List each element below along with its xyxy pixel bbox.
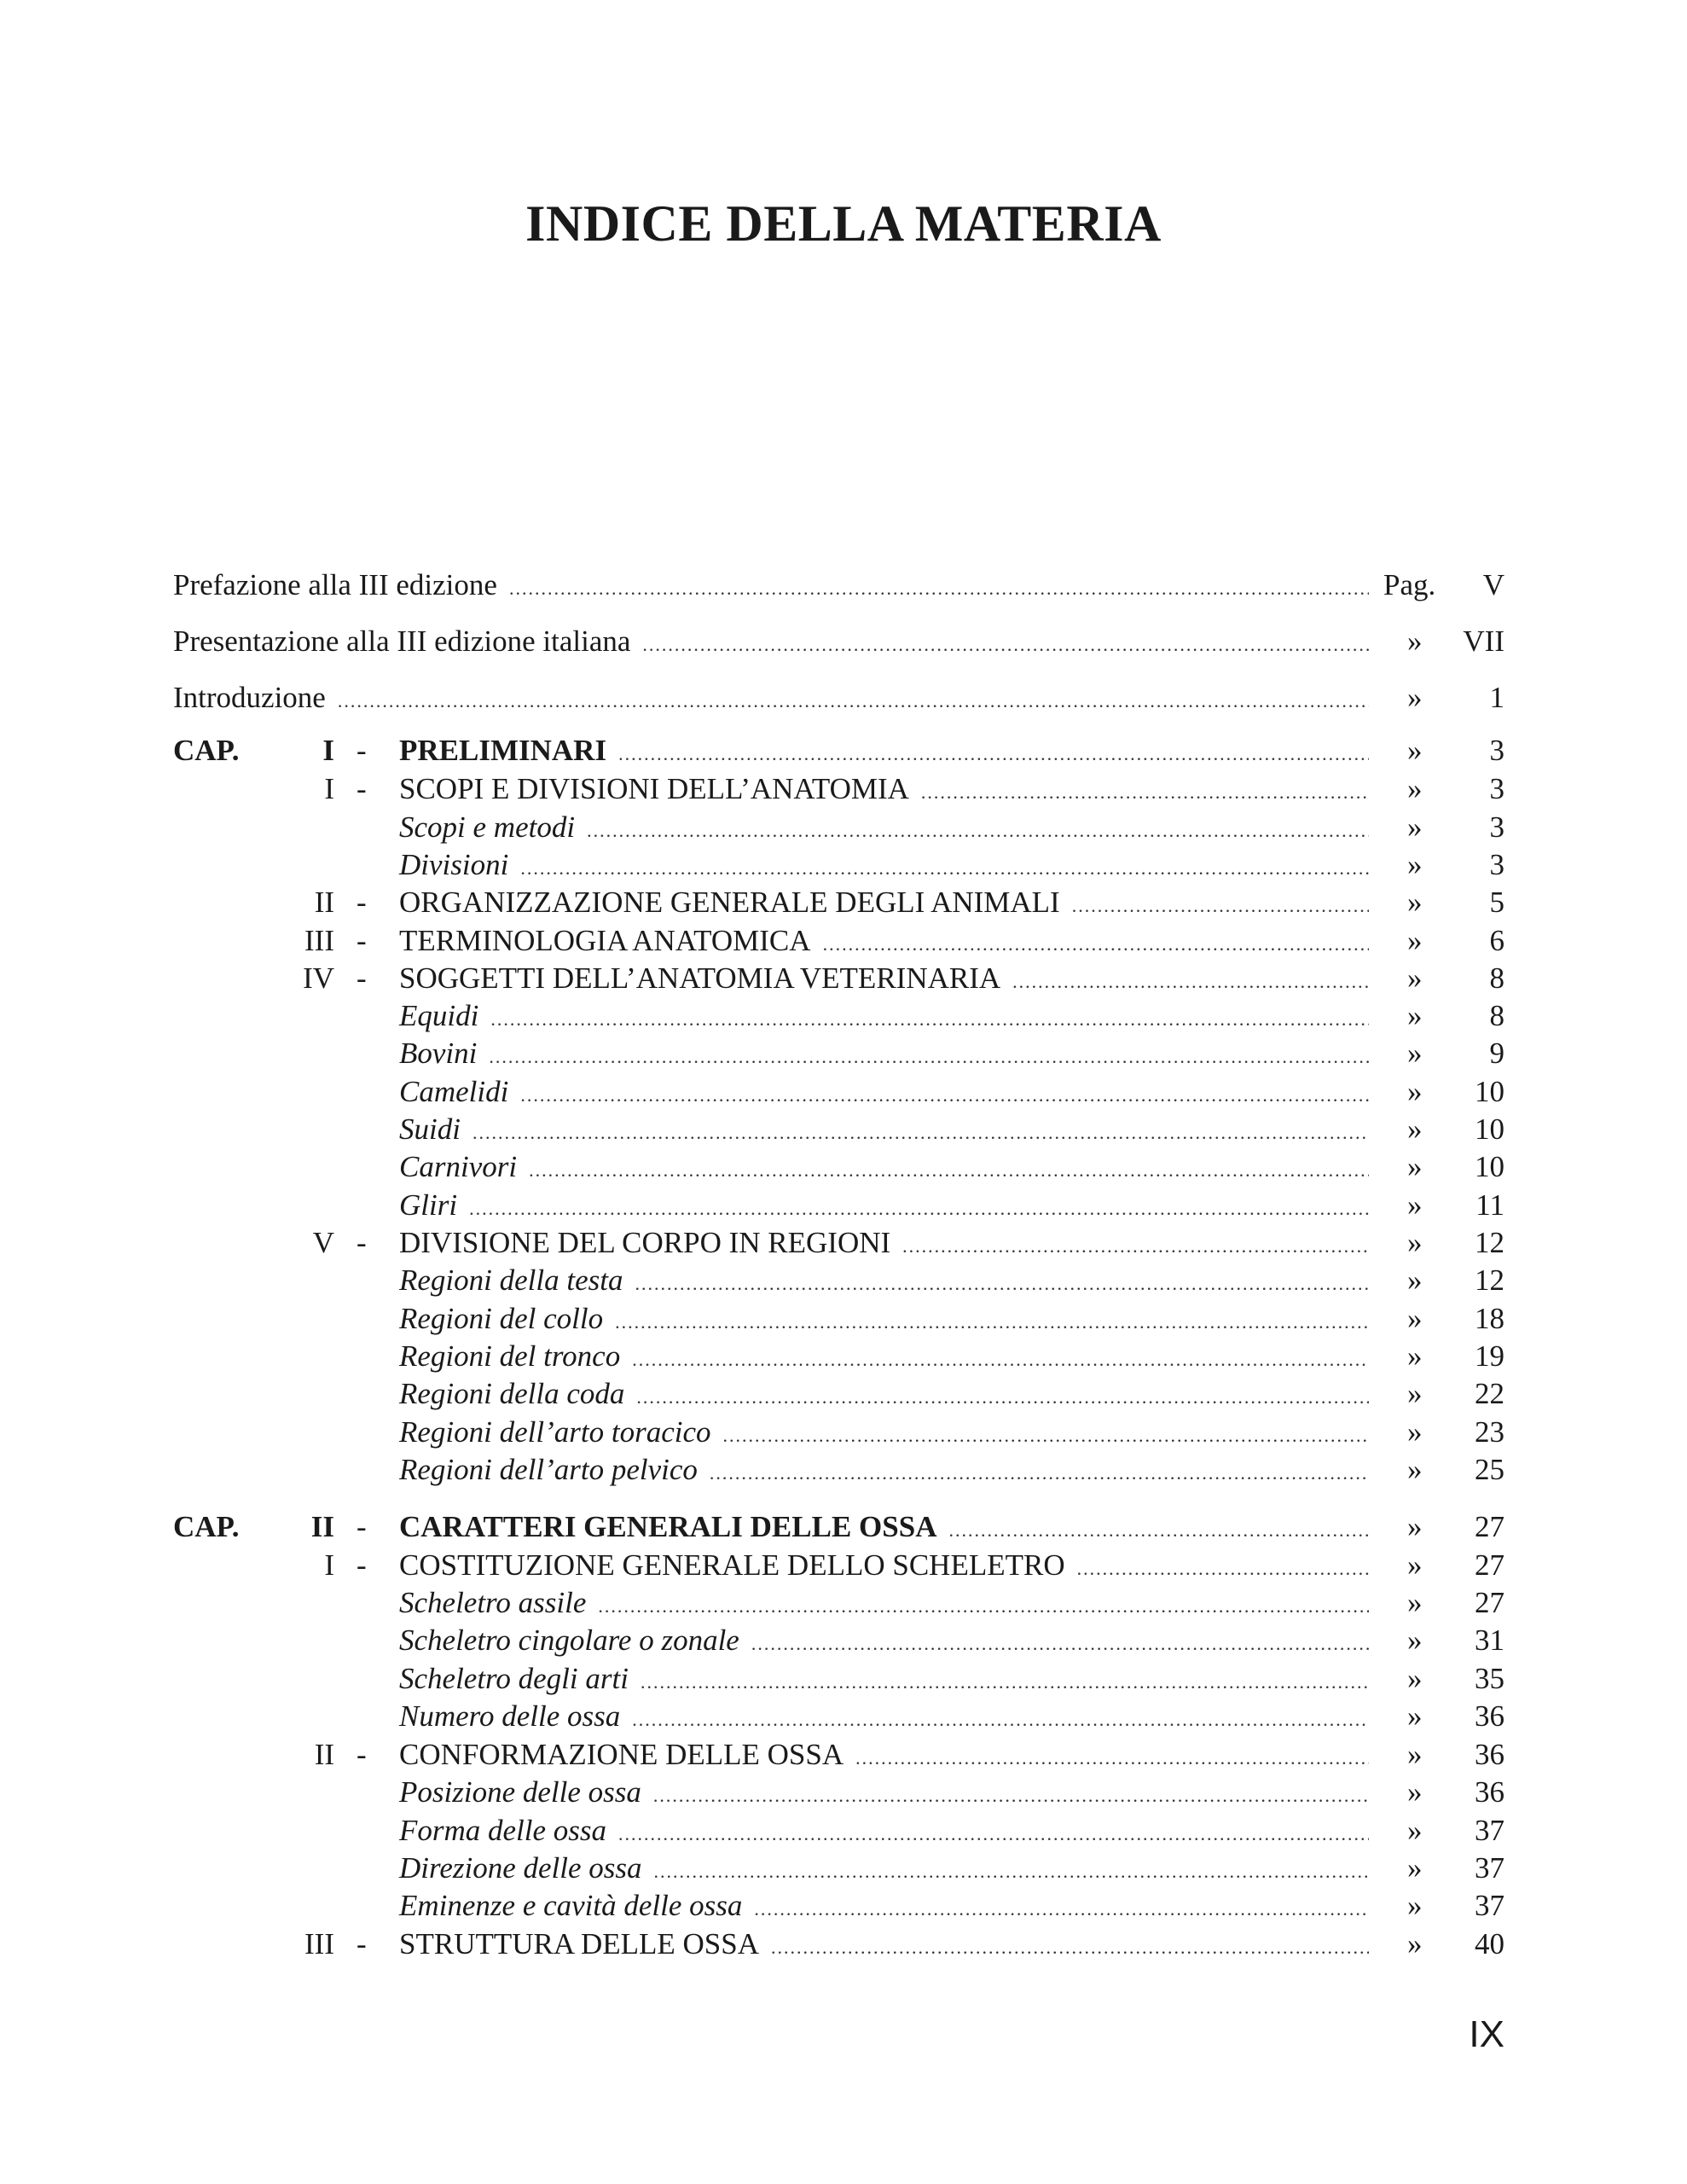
dot-leader xyxy=(489,1038,1369,1076)
page-reference-marker: » xyxy=(1407,681,1423,714)
entry-title: PRELIMINARI xyxy=(399,734,607,767)
page-reference-marker: » xyxy=(1407,886,1423,919)
toc-entry xyxy=(399,1414,1369,1455)
toc-entry xyxy=(399,1584,1369,1625)
page-value: 27 xyxy=(1475,1548,1504,1582)
toc-row xyxy=(0,884,1687,921)
dot-leader xyxy=(469,1190,1369,1228)
toc-entry xyxy=(399,1774,1369,1815)
page-reference-marker: » xyxy=(1407,1775,1423,1809)
toc-row xyxy=(0,1812,1687,1850)
toc-entry xyxy=(399,1148,1369,1189)
entry-title: CONFORMAZIONE DELLE OSSA xyxy=(399,1738,844,1771)
page-reference-marker: » xyxy=(1407,1738,1423,1771)
page-reference-marker: » xyxy=(1407,1889,1423,1922)
page-value: 27 xyxy=(1475,1510,1504,1543)
section-dash: - xyxy=(357,886,367,919)
dot-leader xyxy=(1012,963,1369,1001)
dot-leader xyxy=(635,1265,1369,1303)
section-number: III xyxy=(304,924,334,957)
toc-entry xyxy=(399,1187,1369,1228)
section-number: III xyxy=(304,1927,334,1960)
page-value: 3 xyxy=(1489,734,1504,767)
entry-title: Carnivori xyxy=(399,1150,518,1183)
page-reference-marker: » xyxy=(1407,1927,1423,1960)
toc-row xyxy=(0,1850,1687,1887)
page-reference-marker: » xyxy=(1407,924,1423,957)
dot-leader xyxy=(598,1588,1369,1625)
entry-title: Suidi xyxy=(399,1112,461,1146)
toc-row xyxy=(0,679,1687,717)
page-value: 5 xyxy=(1489,886,1504,919)
toc-entry xyxy=(399,1736,1369,1777)
toc-row xyxy=(0,1300,1687,1338)
toc-entry xyxy=(399,884,1369,925)
toc-row xyxy=(0,1414,1687,1451)
toc-entry xyxy=(399,1073,1369,1114)
page-value: VII xyxy=(1463,624,1504,658)
page-reference-marker: » xyxy=(1407,1339,1423,1373)
toc-row xyxy=(0,1338,1687,1375)
toc-row xyxy=(0,770,1687,808)
toc-entry xyxy=(399,1262,1369,1303)
page-reference-marker: » xyxy=(1407,999,1423,1032)
section-number: I xyxy=(324,772,334,805)
toc-row xyxy=(0,1451,1687,1489)
page-reference-marker: » xyxy=(1407,1699,1423,1733)
entry-title: STRUTTURA DELLE OSSA xyxy=(399,1927,759,1960)
entry-title: Scopi e metodi xyxy=(399,810,576,844)
dot-leader xyxy=(722,1417,1369,1455)
page-value: V xyxy=(1482,568,1504,601)
entry-title: Scheletro degli arti xyxy=(399,1662,629,1695)
page-reference-marker: » xyxy=(1407,734,1423,767)
toc-entry xyxy=(399,809,1369,850)
page-value: 37 xyxy=(1475,1889,1504,1922)
toc-row xyxy=(0,1547,1687,1584)
page-reference-marker: » xyxy=(1407,1510,1423,1543)
page-value: 36 xyxy=(1475,1738,1504,1771)
section-dash: - xyxy=(357,924,367,957)
toc-row xyxy=(0,922,1687,960)
toc-entry xyxy=(399,1508,1369,1549)
entry-title: Gliri xyxy=(399,1188,458,1222)
toc-entry xyxy=(399,1926,1369,1966)
page-title: INDICE DELLA MATERIA xyxy=(525,195,1162,252)
entry-title: Prefazione alla III edizione xyxy=(173,568,497,601)
section-number: II xyxy=(314,1738,334,1771)
entry-title: Direzione delle ossa xyxy=(399,1851,642,1885)
dot-leader xyxy=(618,735,1369,773)
section-number: I xyxy=(324,1548,334,1582)
page-value: 25 xyxy=(1475,1453,1504,1486)
dot-leader xyxy=(1077,1550,1369,1588)
toc-entry xyxy=(173,566,1369,607)
section-number: IV xyxy=(303,961,334,995)
page-value: 22 xyxy=(1475,1377,1504,1410)
entry-title: COSTITUZIONE GENERALE DELLO SCHELETRO xyxy=(399,1548,1065,1582)
page-value: 1 xyxy=(1489,681,1504,714)
entry-title: DIVISIONE DEL CORPO IN REGIONI xyxy=(399,1226,891,1259)
section-dash: - xyxy=(357,1548,367,1582)
entry-title: Equidi xyxy=(399,999,479,1032)
dot-leader xyxy=(509,570,1369,607)
toc-entry xyxy=(173,679,1369,720)
toc-entry xyxy=(399,1111,1369,1152)
section-number: II xyxy=(314,886,334,919)
toc-row xyxy=(0,1926,1687,1963)
page-reference-marker: » xyxy=(1407,1263,1423,1297)
entry-title: Regioni della coda xyxy=(399,1377,625,1410)
toc-row xyxy=(0,1698,1687,1735)
page-reference-marker: » xyxy=(1407,1814,1423,1847)
toc-row xyxy=(0,960,1687,997)
page-reference-marker: » xyxy=(1407,1548,1423,1582)
page-reference-marker: » xyxy=(1407,624,1423,658)
page-reference-marker: » xyxy=(1407,810,1423,844)
dot-leader xyxy=(632,1341,1369,1379)
toc-entry xyxy=(399,1887,1369,1928)
page-reference-marker: » xyxy=(1407,1415,1423,1449)
page-value: 8 xyxy=(1489,999,1504,1032)
dot-leader xyxy=(641,1664,1369,1701)
toc-row xyxy=(0,732,1687,770)
page-value: 6 xyxy=(1489,924,1504,957)
toc-entry xyxy=(399,1547,1369,1588)
dot-leader xyxy=(529,1152,1369,1189)
dot-leader xyxy=(520,1077,1369,1114)
entry-title: TERMINOLOGIA ANATOMICA xyxy=(399,924,811,957)
section-dash: - xyxy=(357,1927,367,1960)
page-value: 31 xyxy=(1475,1623,1504,1657)
entry-title: Divisioni xyxy=(399,848,509,881)
page-value: 37 xyxy=(1475,1851,1504,1885)
toc-entry xyxy=(399,960,1369,1001)
toc-row xyxy=(0,846,1687,884)
toc-entry xyxy=(399,1451,1369,1492)
dot-leader xyxy=(653,1777,1369,1815)
entry-title: Eminenze e cavità delle ossa xyxy=(399,1889,743,1922)
page-value: 40 xyxy=(1475,1927,1504,1960)
dot-leader xyxy=(615,1304,1369,1341)
toc-entry xyxy=(399,846,1369,887)
entry-title: SCOPI E DIVISIONI DELL’ANATOMIA xyxy=(399,772,909,805)
page-reference-marker: » xyxy=(1407,1150,1423,1183)
dot-leader xyxy=(618,1815,1369,1853)
toc-row xyxy=(0,1774,1687,1811)
dot-leader xyxy=(654,1853,1370,1891)
dot-leader xyxy=(338,682,1369,720)
toc-row xyxy=(0,1660,1687,1698)
page-value: 37 xyxy=(1475,1814,1504,1847)
toc-row xyxy=(0,1224,1687,1262)
page-value: 8 xyxy=(1489,961,1504,995)
page-value: 19 xyxy=(1475,1339,1504,1373)
page-reference-marker: » xyxy=(1407,1302,1423,1335)
toc-row xyxy=(0,809,1687,846)
dot-leader xyxy=(902,1228,1369,1265)
dot-leader xyxy=(490,1001,1369,1038)
entry-title: CARATTERI GENERALI DELLE OSSA xyxy=(399,1510,937,1543)
page-value: 18 xyxy=(1475,1302,1504,1335)
section-number: I xyxy=(322,734,334,767)
entry-title: Regioni dell’arto pelvico xyxy=(399,1453,698,1486)
page-value: 10 xyxy=(1475,1150,1504,1183)
entry-title: Posizione delle ossa xyxy=(399,1775,641,1809)
dot-leader xyxy=(1072,887,1369,925)
section-dash: - xyxy=(357,1226,367,1259)
toc-entry xyxy=(399,1300,1369,1341)
entry-title: Camelidi xyxy=(399,1075,509,1108)
dot-leader xyxy=(642,626,1369,664)
chapter-label: CAP. xyxy=(173,1510,240,1543)
page-reference-marker: » xyxy=(1407,1623,1423,1657)
section-dash: - xyxy=(357,734,367,767)
page-value: 36 xyxy=(1475,1775,1504,1809)
entry-title: Regioni del collo xyxy=(399,1302,604,1335)
entry-title: Regioni dell’arto toracico xyxy=(399,1415,711,1449)
dot-leader xyxy=(771,1929,1369,1966)
page-value: 3 xyxy=(1489,772,1504,805)
toc-entry xyxy=(399,922,1369,963)
page-value: 35 xyxy=(1475,1662,1504,1695)
page-reference-marker: » xyxy=(1407,1226,1423,1259)
entry-title: Bovini xyxy=(399,1037,478,1070)
page-value: 12 xyxy=(1475,1226,1504,1259)
dot-leader xyxy=(472,1114,1369,1152)
toc-row xyxy=(0,1187,1687,1224)
dot-leader xyxy=(948,1512,1369,1549)
page-value: 11 xyxy=(1475,1188,1504,1222)
toc-row xyxy=(0,1262,1687,1299)
dot-leader xyxy=(754,1891,1369,1928)
toc-row xyxy=(0,1887,1687,1925)
page-value: 9 xyxy=(1489,1037,1504,1070)
entry-title: Numero delle ossa xyxy=(399,1699,621,1733)
entry-title: Presentazione alla III edizione italiana xyxy=(173,624,631,658)
page-reference-marker: » xyxy=(1407,1662,1423,1695)
toc-row xyxy=(0,623,1687,660)
chapter-label: CAP. xyxy=(173,734,240,767)
toc-entry xyxy=(399,1698,1369,1739)
page-value: 10 xyxy=(1475,1075,1504,1108)
page-reference-marker: » xyxy=(1407,1453,1423,1486)
entry-title: Scheletro assile xyxy=(399,1586,587,1619)
toc-row xyxy=(0,1584,1687,1622)
dot-leader xyxy=(751,1625,1369,1663)
page-reference-marker: » xyxy=(1407,1112,1423,1146)
entry-title: Forma delle ossa xyxy=(399,1814,607,1847)
dot-leader xyxy=(520,850,1369,887)
page-reference-marker: Pag. xyxy=(1383,568,1436,601)
section-dash: - xyxy=(357,1738,367,1771)
section-number: V xyxy=(312,1226,334,1259)
page-value: 27 xyxy=(1475,1586,1504,1619)
toc-entry xyxy=(399,770,1369,811)
toc-row xyxy=(0,1622,1687,1659)
toc-entry xyxy=(399,732,1369,773)
page-reference-marker: » xyxy=(1407,1188,1423,1222)
page-value: 3 xyxy=(1489,848,1504,881)
toc-row xyxy=(0,1148,1687,1186)
page-reference-marker: » xyxy=(1407,1037,1423,1070)
page-reference-marker: » xyxy=(1407,772,1423,805)
toc-row xyxy=(0,1111,1687,1148)
dot-leader xyxy=(636,1379,1369,1416)
dot-leader xyxy=(855,1740,1369,1777)
page-reference-marker: » xyxy=(1407,1851,1423,1885)
entry-title: Scheletro cingolare o zonale xyxy=(399,1623,739,1657)
toc-row xyxy=(0,997,1687,1035)
toc-entry xyxy=(173,623,1369,664)
page-number: IX xyxy=(1469,2013,1504,2055)
dot-leader xyxy=(587,812,1369,850)
toc-entry xyxy=(399,1224,1369,1265)
dot-leader xyxy=(823,926,1369,963)
toc-entry xyxy=(399,1338,1369,1379)
dot-leader xyxy=(710,1455,1369,1492)
dot-leader xyxy=(921,774,1369,811)
toc-entry xyxy=(399,1660,1369,1701)
toc-row xyxy=(0,1736,1687,1774)
entry-title: ORGANIZZAZIONE GENERALE DEGLI ANIMALI xyxy=(399,886,1060,919)
toc-entry xyxy=(399,1812,1369,1853)
page-reference-marker: » xyxy=(1407,1075,1423,1108)
toc-entry xyxy=(399,1622,1369,1663)
toc-row xyxy=(0,1035,1687,1072)
section-dash: - xyxy=(357,1510,367,1543)
section-dash: - xyxy=(357,772,367,805)
section-number: II xyxy=(310,1510,334,1543)
page-value: 23 xyxy=(1475,1415,1504,1449)
toc-entry xyxy=(399,1850,1369,1891)
toc-entry xyxy=(399,1375,1369,1416)
page-value: 12 xyxy=(1475,1263,1504,1297)
entry-title: SOGGETTI DELL’ANATOMIA VETERINARIA xyxy=(399,961,1001,995)
toc-row xyxy=(0,1375,1687,1413)
toc-entry xyxy=(399,1035,1369,1076)
dot-leader xyxy=(632,1701,1369,1739)
toc-row xyxy=(0,1508,1687,1546)
page-value: 3 xyxy=(1489,810,1504,844)
toc-row xyxy=(0,1073,1687,1111)
page-reference-marker: » xyxy=(1407,961,1423,995)
section-dash: - xyxy=(357,961,367,995)
entry-title: Introduzione xyxy=(173,681,326,714)
page-reference-marker: » xyxy=(1407,1586,1423,1619)
page-value: 36 xyxy=(1475,1699,1504,1733)
entry-title: Regioni del tronco xyxy=(399,1339,621,1373)
toc-row xyxy=(0,566,1687,604)
page-value: 10 xyxy=(1475,1112,1504,1146)
page-reference-marker: » xyxy=(1407,1377,1423,1410)
toc-entry xyxy=(399,997,1369,1038)
entry-title: Regioni della testa xyxy=(399,1263,623,1297)
page-reference-marker: » xyxy=(1407,848,1423,881)
